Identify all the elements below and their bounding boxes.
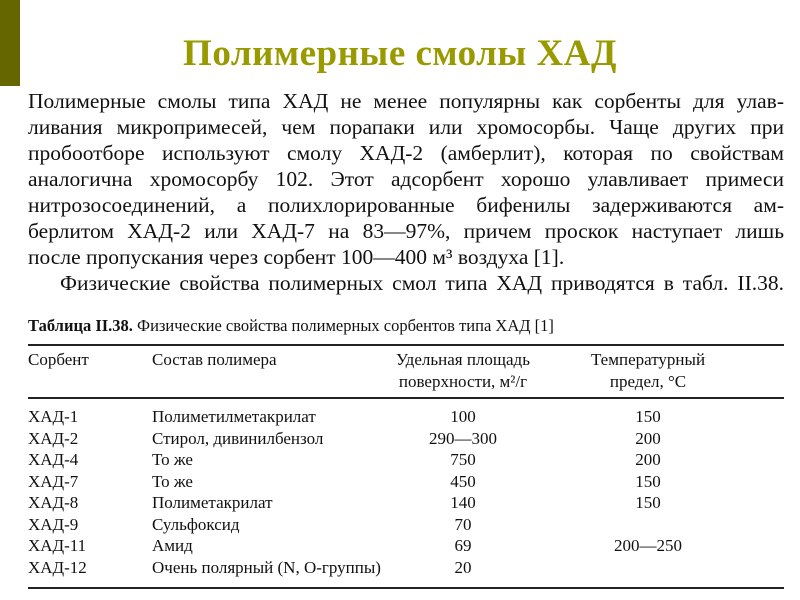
table-cell: 450 bbox=[450, 471, 476, 491]
paragraph-line: пробоотборе используют смолу ХАД-2 (амберлит), которая по свойствам bbox=[28, 141, 784, 165]
table-cell: 69 bbox=[454, 536, 472, 555]
column-header: предел, °С bbox=[609, 372, 687, 391]
table-cell: 150 bbox=[635, 407, 661, 426]
table-cell: 150 bbox=[635, 493, 661, 512]
table-cell: ХАД-11 bbox=[28, 536, 87, 555]
table-cell: 750 bbox=[450, 450, 476, 469]
column-header: поверхности, м²/г bbox=[398, 372, 528, 391]
table-top-rule bbox=[28, 344, 784, 346]
table-cell: 200 bbox=[635, 450, 661, 469]
column-header: Состав полимера bbox=[152, 350, 277, 369]
paragraph-line: нитрозосоединений, а полихлорированные бифенилы задерживаются ам- bbox=[28, 193, 784, 217]
table-caption bbox=[28, 316, 554, 336]
table-cell: 290—300 bbox=[429, 428, 497, 448]
table-bottom-rule bbox=[28, 587, 784, 589]
paragraph-line: аналогична хромосорбу 102. Этот адсорбент хорошо улавливает примеси bbox=[28, 167, 784, 191]
column-header: Температурный bbox=[590, 350, 706, 369]
slide-title: Полимерные смолы ХАД bbox=[183, 33, 617, 74]
table-cell: 70 bbox=[454, 514, 472, 534]
table-cell: Очень полярный (N, O-группы) bbox=[152, 557, 381, 577]
table-cell: ХАД-4 bbox=[28, 450, 79, 469]
table-cell: Сульфоксид bbox=[152, 514, 240, 534]
table-caption-label: Таблица II.38. bbox=[28, 316, 133, 335]
table-cell: 100 bbox=[450, 407, 476, 426]
column-header: Удельная площадь bbox=[396, 350, 530, 369]
paragraph-line: Физические свойства полимерных смол типа ХАД приводятся в табл. II.38. bbox=[60, 271, 784, 295]
paragraph-line: берлитом ХАД-2 или ХАД-7 на 83—97%, причем проскок наступает лишь bbox=[28, 219, 784, 243]
table-cell: ХАД-9 bbox=[28, 514, 79, 534]
table-cell: Полиметилметакрилат bbox=[152, 407, 316, 426]
table-cell: 200 bbox=[635, 428, 661, 448]
column-header: Сорбент bbox=[28, 350, 89, 369]
table-cell: 200—250 bbox=[614, 536, 682, 555]
table-cell: ХАД-12 bbox=[28, 557, 87, 577]
table-caption-text: Физические свойства полимерных сорбентов типа ХАД [1] bbox=[132, 316, 554, 335]
table-cell: ХАД-7 bbox=[28, 471, 79, 491]
table-cell: То же bbox=[152, 471, 193, 491]
table-cell: ХАД-8 bbox=[28, 493, 79, 512]
table-cell: 20 bbox=[454, 557, 472, 577]
table-cell: Полиметакрилат bbox=[152, 493, 273, 512]
table-cell: Стирол, дивинилбензол bbox=[152, 428, 324, 448]
table-cell: То же bbox=[152, 450, 193, 469]
body-paragraph bbox=[28, 88, 784, 296]
table-cell: ХАД-2 bbox=[28, 428, 79, 448]
table-cell: 150 bbox=[635, 471, 661, 491]
table-cell: 140 bbox=[450, 493, 476, 512]
paragraph-line: Полимерные смолы типа ХАД не менее популярны как сорбенты для улав- bbox=[28, 89, 784, 113]
table-header-rule bbox=[28, 397, 784, 399]
paragraph-line: после пропускания через сорбент 100—400 м³ воздуха [1]. bbox=[28, 245, 565, 269]
table-cell: Амид bbox=[152, 536, 193, 555]
paragraph-line: ливания микропримесей, чем порапаки или хромосорбы. Чаще других при bbox=[28, 115, 784, 139]
table-cell: ХАД-1 bbox=[28, 407, 79, 426]
